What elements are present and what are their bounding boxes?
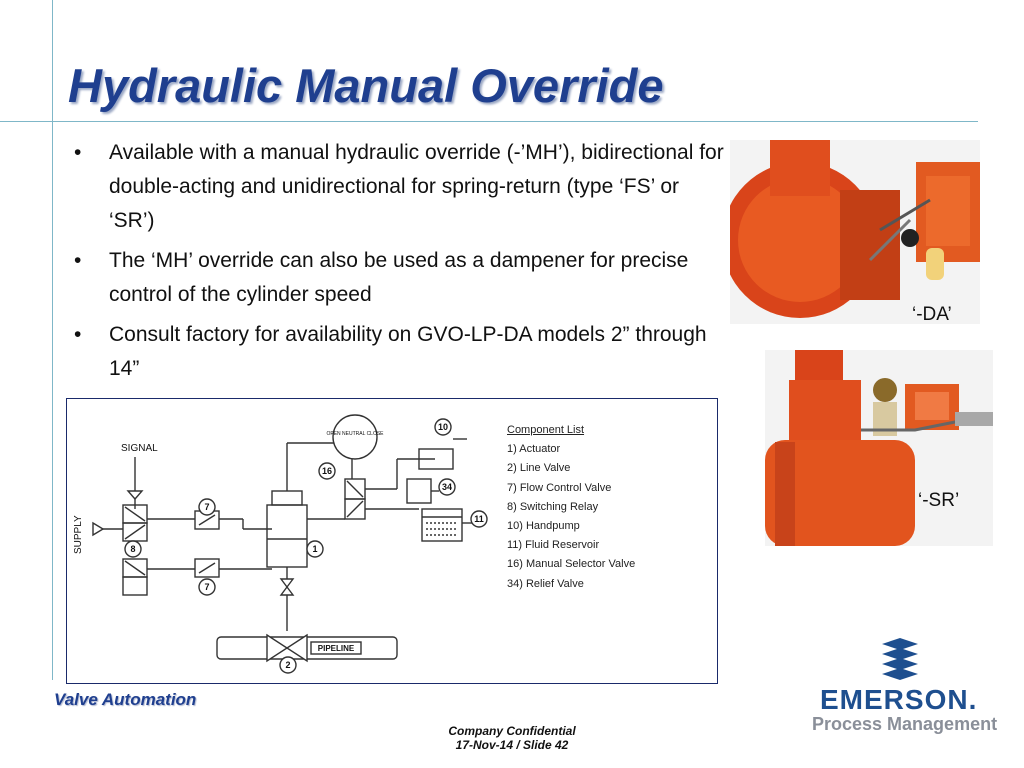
component-item: 2) Line Valve bbox=[507, 462, 571, 475]
callout-11: 11 bbox=[474, 514, 484, 524]
component-item: 8) Switching Relay bbox=[507, 500, 599, 513]
bullet-text: Available with a manual hydraulic override (-’MH’), bidirectional for double-acting and unidirectional for spring-return (type ‘FS’ or ‘SR’) bbox=[109, 141, 724, 232]
logo-subtitle: Process Management bbox=[812, 714, 998, 734]
emerson-emblem-icon bbox=[812, 638, 992, 684]
da-photo-label: ‘-DA’ bbox=[912, 304, 952, 325]
left-accent-line bbox=[52, 0, 53, 680]
component-item: 7) Flow Control Valve bbox=[507, 481, 612, 494]
callout-1: 1 bbox=[312, 544, 318, 554]
date-slide-text: 17-Nov-14 / Slide 42 bbox=[455, 738, 569, 752]
sr-actuator-photo bbox=[765, 350, 993, 546]
confidential-text: Company Confidential bbox=[448, 724, 576, 738]
footer-brand: Valve Automation bbox=[54, 690, 197, 709]
sr-photo-label: ‘-SR’ bbox=[918, 490, 960, 511]
bullet-item bbox=[74, 136, 724, 238]
bullet-dot: • bbox=[74, 141, 82, 164]
component-item: 10) Handpump bbox=[507, 520, 580, 533]
component-list bbox=[507, 421, 635, 594]
signal-label: SIGNAL bbox=[121, 443, 158, 454]
callout-2: 2 bbox=[285, 660, 291, 670]
component-item: 11) Fluid Reservoir bbox=[507, 539, 600, 552]
pipeline-label: PIPELINE bbox=[317, 644, 355, 653]
da-actuator-photo bbox=[730, 140, 980, 324]
callout-10: 10 bbox=[437, 422, 449, 432]
component-item: 16) Manual Selector Valve bbox=[507, 558, 636, 571]
valve-dial-text: OPEN NEUTRAL CLOSE bbox=[326, 431, 384, 437]
callout-7-upper: 7 bbox=[204, 502, 210, 512]
footer-confidential bbox=[380, 724, 644, 752]
supply-label: SUPPLY bbox=[73, 515, 84, 554]
bullet-text: Consult factory for availability on GVO-LP-DA models 2” through 14” bbox=[109, 323, 707, 380]
component-list-title: Component List bbox=[507, 424, 585, 436]
emerson-logo bbox=[812, 638, 998, 738]
component-item: 1) Actuator bbox=[507, 443, 561, 456]
bullet-item bbox=[74, 244, 724, 312]
bullet-item bbox=[74, 318, 724, 386]
callout-8: 8 bbox=[130, 544, 136, 554]
title-underline bbox=[0, 121, 978, 122]
logo-wordmark: EMERSON. bbox=[820, 684, 978, 715]
callout-34: 34 bbox=[441, 482, 453, 492]
bullet-dot: • bbox=[74, 323, 82, 346]
bullet-list bbox=[74, 136, 724, 392]
bullet-text: The ‘MH’ override can also be used as a dampener for precise control of the cylinder speed bbox=[109, 249, 689, 306]
callout-16: 16 bbox=[321, 466, 333, 476]
callout-7-lower: 7 bbox=[204, 582, 210, 592]
slide-title: Hydraulic Manual Override bbox=[68, 59, 664, 112]
bullet-dot: • bbox=[74, 249, 82, 272]
component-item: 34) Relief Valve bbox=[507, 577, 584, 590]
hydraulic-schematic bbox=[66, 398, 718, 684]
